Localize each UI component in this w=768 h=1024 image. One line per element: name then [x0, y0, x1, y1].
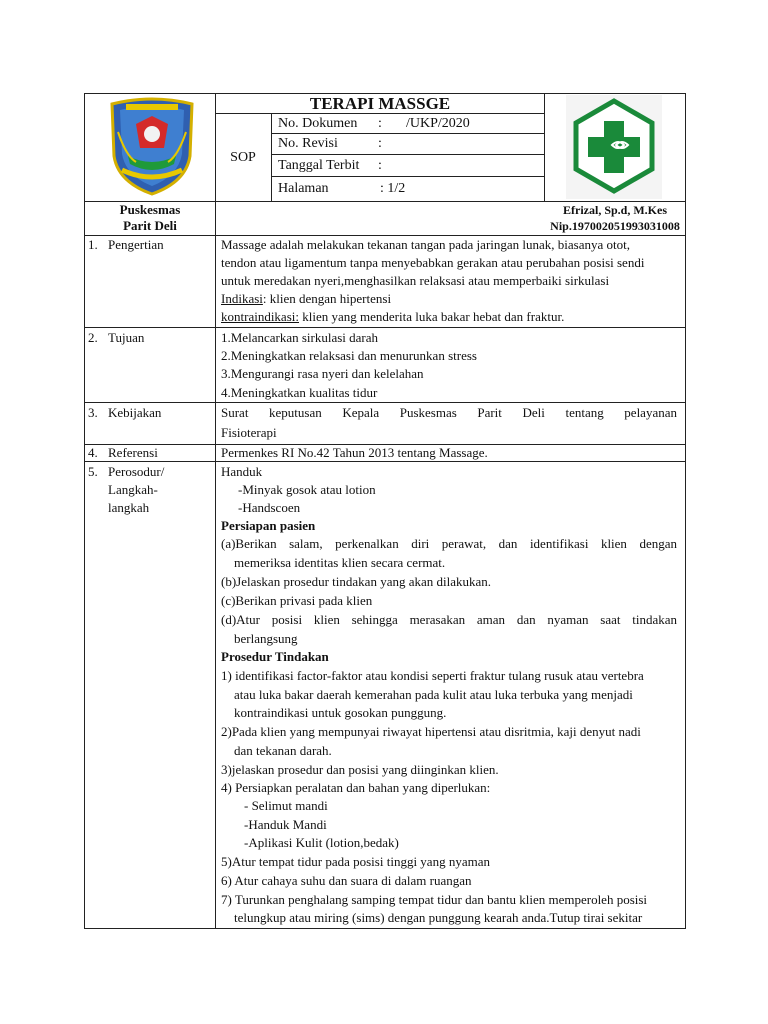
referensi-line: Permenkes RI No.42 Tahun 2013 tentang Massage.	[221, 445, 488, 460]
row1-line: untuk meredakan nyeri,menghasilkan relaksasi atau memperbaiki sirkulasi	[221, 273, 610, 288]
org-name-line2: Parit Deli	[123, 218, 177, 233]
halaman-value: : 1/2	[380, 181, 406, 196]
rule-dok-bottom	[271, 133, 545, 134]
prosedur-line: 4) Persiapkan peralatan dan bahan yang diperlukan:	[221, 780, 491, 795]
indikasi-label: Indikasi	[221, 291, 263, 306]
prosedur-line: 5)Atur tempat tidur pada posisi tinggi yang nyaman	[221, 854, 490, 869]
dokumen-sep: :	[378, 116, 382, 131]
row1-line: Massage adalah melakukan tekanan tangan pada jaringan lunak, biasanya otot,	[221, 237, 630, 252]
prosedur-line: -Aplikasi Kulit (lotion,bedak)	[244, 835, 399, 850]
rule-row1-bottom	[84, 327, 686, 328]
row5-label: Perosodur/	[108, 464, 165, 479]
row1-label: Pengertian	[108, 237, 164, 252]
prosedur-line: berlangsung	[234, 631, 298, 646]
prosedur-line: atau luka bakar daerah kemerahan pada kulit atau luka terbuka yang menjadi	[234, 687, 633, 702]
persiapan-heading: Persiapan pasien	[221, 518, 316, 533]
row4-number: 4.	[88, 445, 98, 460]
indikasi-line	[221, 290, 391, 308]
rule-row2-bottom	[84, 402, 686, 403]
kontraindikasi-line	[221, 308, 564, 326]
prosedur-line: kontraindikasi untuk gosokan punggung.	[234, 705, 447, 720]
prosedur-line: - Selimut mandi	[244, 798, 328, 813]
tujuan-item: 2.Meningkatkan relaksasi dan menurunkan stress	[221, 348, 477, 363]
row3-label: Kebijakan	[108, 405, 162, 420]
prosedur-line: 1) identifikasi factor-faktor atau kondisi seperti fraktur tulang rusuk atau vertebra	[221, 668, 644, 683]
indikasi-text: : klien dengan hipertensi	[262, 291, 392, 306]
prosedur-line: dan tekanan darah.	[234, 743, 332, 758]
terbit-label: Tanggal Terbit	[278, 158, 360, 173]
row5-number: 5.	[88, 464, 98, 479]
prosedur-line: telungkup atau miring (sims) dengan punggung kearah anda.Tutup tirai sekitar	[234, 910, 643, 925]
rule-sop-col	[271, 113, 272, 202]
prosedur-line: -Minyak gosok atau lotion	[238, 482, 376, 497]
row5-label: Langkah-	[108, 482, 158, 497]
tujuan-item: 1.Melancarkan sirkulasi darah	[221, 330, 379, 345]
dokumen-label: No. Dokumen	[278, 116, 358, 131]
prosedur-line: 3)jelaskan prosedur dan posisi yang diinginkan klien.	[221, 762, 499, 777]
signer-nip: Nip.197002051993031008	[550, 219, 680, 233]
kontraindikasi-label: kontraindikasi:	[221, 309, 299, 324]
prosedur-line: (a)Berikan salam, perkenalkan diri perawat, dan identifikasi klien dengan	[221, 536, 677, 551]
kontraindikasi-text: klien yang menderita luka bakar hebat dan fraktur.	[299, 309, 565, 324]
rule-terbit-bottom	[271, 176, 545, 177]
prosedur-line: -Handuk Mandi	[244, 817, 327, 832]
dokumen-value: /UKP/2020	[406, 116, 470, 131]
tujuan-item: 4.Meningkatkan kualitas tidur	[221, 385, 378, 400]
prosedur-line: 2)Pada klien yang mempunyai riwayat hipertensi atau disritmia, kaji denyut nadi	[221, 724, 641, 739]
sop-label: SOP	[230, 150, 256, 165]
rule-right	[685, 93, 686, 929]
signer-name: Efrizal, Sp.d, M.Kes	[563, 203, 667, 217]
rule-rev-bottom	[271, 154, 545, 155]
prosedur-line: Handuk	[221, 464, 263, 479]
prosedur-line: memeriksa identitas klien secara cermat.	[234, 555, 446, 570]
terbit-sep: :	[378, 158, 382, 173]
org-name-line1: Puskesmas	[119, 202, 181, 217]
kebijakan-line: Surat keputusan Kepala Puskesmas Parit Deli tentang pelayanan	[221, 405, 677, 420]
row4-label: Referensi	[108, 445, 158, 460]
rule-col1	[215, 93, 216, 929]
puskesmas-logo-icon	[566, 95, 662, 199]
prosedur-line: -Handscoen	[238, 500, 301, 515]
row2-label: Tujuan	[108, 330, 145, 345]
row5-label: langkah	[108, 500, 150, 515]
prosedur-line: (c)Berikan privasi pada klien	[221, 593, 373, 608]
tujuan-item: 3.Mengurangi rasa nyeri dan kelelahan	[221, 366, 424, 381]
row2-number: 2.	[88, 330, 98, 345]
row3-number: 3.	[88, 405, 98, 420]
row1-number: 1.	[88, 237, 98, 252]
regency-emblem-icon	[106, 96, 198, 198]
prosedur-line: 7) Turunkan penghalang samping tempat tidur dan bantu klien memperoleh posisi	[221, 892, 648, 907]
halaman-label: Halaman	[278, 181, 329, 196]
rule-bottom	[84, 928, 686, 929]
kebijakan-line: Fisioterapi	[221, 425, 277, 440]
row1-line: tendon atau ligamentum tanpa menyebabkan gerakan atau perubahan posisi sendi	[221, 255, 645, 270]
prosedur-line: 6) Atur cahaya suhu dan suara di dalam ruangan	[221, 873, 472, 888]
revisi-sep: :	[378, 136, 382, 151]
prosedur-tindakan-heading: Prosedur Tindakan	[221, 649, 329, 664]
prosedur-line: (d)Atur posisi klien sehingga merasakan aman dan nyaman saat tindakan	[221, 612, 677, 627]
prosedur-line: (b)Jelaskan prosedur tindakan yang akan dilakukan.	[221, 574, 492, 589]
doc-title: TERAPI MASSGE	[309, 94, 451, 113]
revisi-label: No. Revisi	[278, 136, 338, 151]
